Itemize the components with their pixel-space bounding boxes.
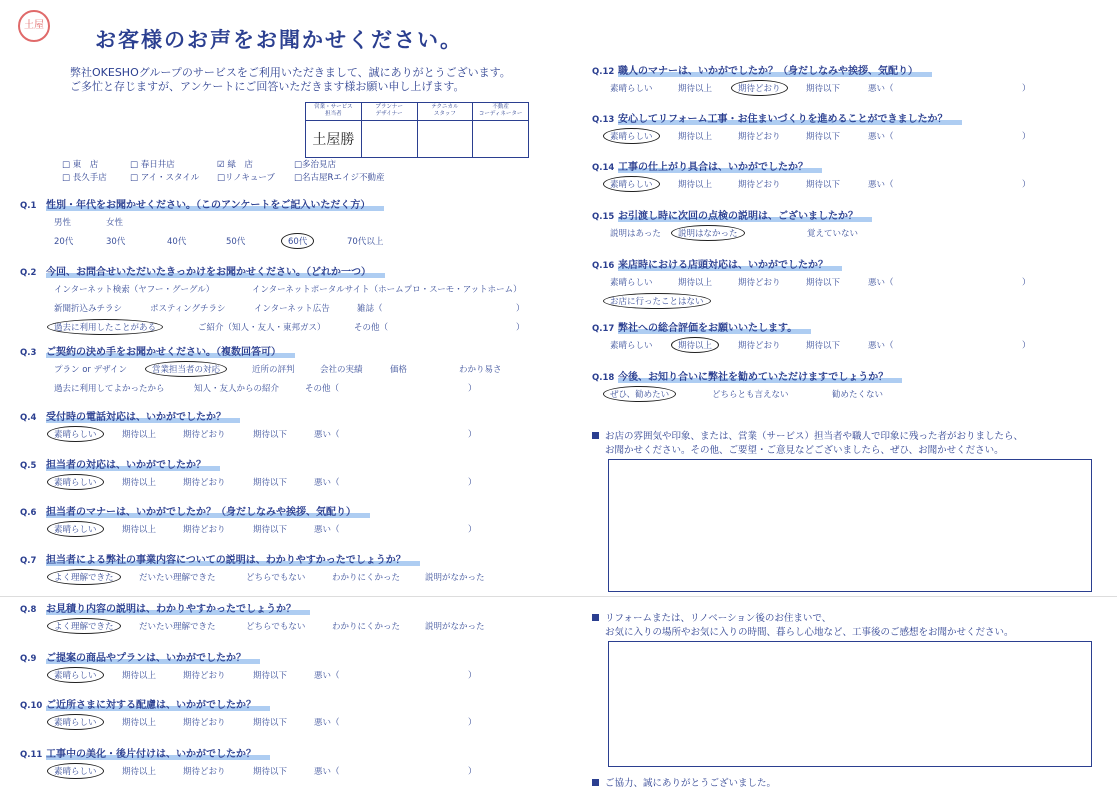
question-text: 性別・年代をお聞かせください。（このアンケートをご記入いただく方）	[46, 200, 384, 211]
answer-option[interactable]: 悪い（	[314, 718, 340, 728]
staff-value-field[interactable]: 土屋勝	[312, 132, 355, 148]
answer-option[interactable]: 素晴らしい	[47, 763, 104, 779]
question-number: Q.1	[20, 201, 37, 211]
answer-option[interactable]: 期待以上	[678, 180, 713, 190]
answer-option[interactable]: 期待どおり	[738, 278, 781, 288]
answer-option[interactable]: お店に行ったことはない	[603, 293, 711, 309]
answer-option[interactable]: 40代	[167, 237, 187, 247]
comment-2-prompt	[592, 612, 1014, 640]
answer-option[interactable]: 期待以下	[253, 525, 288, 535]
answer-option[interactable]: インターネットポータルサイト（ホームプロ・スーモ・アットホーム）	[252, 285, 522, 295]
answer-option[interactable]: 素晴らしい	[610, 341, 653, 351]
option-paren: ）	[1022, 278, 1031, 288]
right-question-7	[592, 368, 902, 383]
staff-table	[305, 102, 529, 158]
question-number: Q.13	[592, 115, 615, 125]
store-checkbox-nagakute[interactable]: □ 長久手店	[62, 173, 107, 183]
answer-option[interactable]: 知人・友人からの紹介	[194, 384, 280, 394]
answer-option[interactable]: 説明がなかった	[425, 622, 485, 632]
answer-option[interactable]: 悪い（	[314, 478, 340, 488]
answer-option[interactable]: その他（	[354, 323, 389, 333]
intro-line-1: 弊社OKESHOグループのサービスをご利用いただきまして、誠にありがとうございます。	[70, 66, 511, 79]
right-question-3	[592, 158, 822, 173]
right-question-1	[592, 62, 932, 77]
question-text: 受付時の電話対応は、いかがでしたか？	[46, 412, 240, 423]
right-question-5	[592, 256, 842, 271]
store-checkbox-nagoya-r-age[interactable]: □名古屋Rエイジ不動産	[294, 173, 385, 183]
staff-header: 不動産 コーディネーター	[473, 103, 528, 121]
option-paren: ）	[1022, 341, 1031, 351]
answer-option[interactable]: 期待以下	[806, 84, 841, 94]
answer-option[interactable]: 60代	[281, 233, 314, 249]
seal-text: 土屋	[24, 20, 44, 31]
question-number: Q.11	[20, 750, 43, 760]
question-text: ご提案の商品やプランは、いかがでしたか？	[46, 653, 260, 664]
question-text: 担当者による弊社の事業内容についての説明は、わかりやすかったでしょうか？	[46, 555, 420, 566]
answer-option[interactable]: 70代以上	[347, 237, 384, 247]
store-checkbox-renocube[interactable]: □リノキューブ	[217, 173, 275, 183]
right-question-2	[592, 110, 962, 125]
answer-option[interactable]: 期待以下	[253, 478, 288, 488]
answer-option[interactable]: どちらでもない	[246, 573, 306, 583]
left-question-2	[20, 263, 385, 278]
answer-option[interactable]: どちらとも言えない	[712, 390, 789, 400]
answer-option[interactable]: 素晴らしい	[603, 128, 660, 144]
question-number: Q.9	[20, 654, 37, 664]
answer-option[interactable]: 女性	[106, 218, 124, 228]
answer-option[interactable]: 期待どおり	[731, 80, 788, 96]
answer-option[interactable]: 素晴らしい	[47, 714, 104, 730]
answer-option[interactable]: 悪い（	[868, 278, 894, 288]
answer-option[interactable]: だいたい理解できた	[139, 622, 216, 632]
left-question-8	[20, 600, 310, 615]
answer-option[interactable]: インターネット検索（ヤフー・グーグル）	[54, 285, 215, 295]
question-number: Q.6	[20, 508, 37, 518]
answer-option[interactable]: 期待以下	[253, 430, 288, 440]
answer-option[interactable]: よく理解できた	[47, 618, 121, 634]
staff-value-field[interactable]	[418, 121, 473, 157]
question-text: 安心してリフォーム工事・お住まいづくりを進めることができましたか？	[618, 114, 962, 125]
question-number: Q.10	[20, 701, 43, 711]
answer-option[interactable]: わかり易さ	[459, 365, 502, 375]
left-question-7	[20, 551, 420, 566]
left-question-3	[20, 343, 295, 358]
answer-option[interactable]: 説明はあった	[610, 229, 661, 239]
answer-option[interactable]: インターネット広告	[254, 304, 330, 314]
answer-option[interactable]: ご紹介（知人・友人・東邦ガス）	[198, 323, 326, 333]
answer-option[interactable]: 期待以下	[806, 278, 841, 288]
answer-option[interactable]: だいたい理解できた	[139, 573, 216, 583]
answer-option[interactable]: 期待以下	[806, 341, 841, 351]
answer-option[interactable]: 期待どおり	[183, 525, 226, 535]
option-paren: ）	[516, 323, 525, 333]
option-paren: ）	[468, 767, 477, 777]
answer-option[interactable]: 勧めたくない	[832, 390, 884, 400]
answer-option[interactable]: 悪い（	[314, 525, 340, 535]
page-title: お客様のお声をお聞かせください。	[95, 28, 463, 52]
staff-cell-realestate	[473, 103, 528, 157]
answer-option[interactable]: 素晴らしい	[47, 426, 104, 442]
answer-option[interactable]: 悪い（	[314, 767, 340, 777]
answer-option[interactable]: ポスティングチラシ	[150, 304, 226, 314]
answer-option[interactable]: 過去に利用してよかったから	[54, 384, 165, 394]
answer-option[interactable]: 期待以上	[678, 84, 713, 94]
left-question-1	[20, 196, 384, 211]
left-question-9	[20, 649, 260, 664]
answer-option[interactable]: 期待どおり	[183, 478, 226, 488]
store-checkbox-midori[interactable]: ☑ 緑 店	[217, 160, 253, 170]
answer-option[interactable]: 期待以下	[253, 767, 288, 777]
answer-option[interactable]: 期待以下	[253, 718, 288, 728]
seal-stamp	[18, 10, 50, 42]
footer-thanks	[592, 777, 776, 791]
answer-option[interactable]: 期待どおり	[183, 430, 226, 440]
answer-option[interactable]: 価格	[390, 365, 408, 375]
store-checkbox-kasugai[interactable]: □ 春日井店	[130, 160, 175, 170]
answer-option[interactable]: 過去に利用したことがある	[47, 319, 163, 335]
store-checkbox-higashi[interactable]: □ 東 店	[62, 160, 99, 170]
answer-option[interactable]: 期待以下	[806, 132, 841, 142]
comment-1-line-2: お聞かせください。その他、ご要望・ご意見などございましたら、ぜひ、お聞かせください。	[605, 445, 1004, 456]
store-checkbox-istyle[interactable]: □ アイ・スタイル	[130, 173, 200, 183]
question-text: お見積り内容の説明は、わかりやすかったでしょうか？	[46, 604, 310, 615]
intro-line-2: ご多忙と存じますが、アンケートにご回答いただきます様お願い申し上げます。	[70, 80, 465, 93]
option-paren: ）	[468, 718, 477, 728]
answer-option[interactable]: 30代	[106, 237, 126, 247]
comment-2-line-2: お気に入りの場所やお気に入りの時間、暮らし心地など、工事後のご感想をお聞かせください。	[605, 627, 1014, 638]
answer-option[interactable]: 期待どおり	[738, 180, 781, 190]
answer-option[interactable]: 期待どおり	[183, 718, 226, 728]
answer-option[interactable]: 期待どおり	[183, 767, 226, 777]
staff-cell-sales	[306, 103, 362, 157]
question-number: Q.7	[20, 556, 37, 566]
question-number: Q.17	[592, 324, 615, 334]
right-question-4	[592, 207, 872, 222]
question-text: 担当者の対応は、いかがでしたか？	[46, 460, 220, 471]
answer-option[interactable]: 期待以上	[122, 671, 157, 681]
question-text: ご契約の決め手をお聞かせください。（複数回答可）	[46, 347, 295, 358]
answer-option[interactable]: 素晴らしい	[610, 84, 653, 94]
answer-option[interactable]: 素晴らしい	[47, 521, 104, 537]
left-question-11	[20, 745, 270, 760]
answer-option[interactable]: 営業担当者の対応	[145, 361, 227, 377]
option-paren: ）	[1022, 132, 1031, 142]
comment-2-line-1: リフォームまたは、リノベーション後のお住まいで、	[605, 613, 832, 624]
answer-option[interactable]: 悪い（	[868, 180, 894, 190]
left-question-4	[20, 408, 240, 423]
left-question-6	[20, 503, 370, 518]
option-paren: ）	[1022, 84, 1031, 94]
question-text: 担当者のマナーは、いかがでしたか？（身だしなみや挨拶、気配り）	[46, 507, 370, 518]
answer-option[interactable]: わかりにくかった	[332, 573, 401, 583]
answer-option[interactable]: 期待以上	[671, 337, 719, 353]
question-number: Q.16	[592, 261, 615, 271]
comment-1-line-1: お店の雰囲気や印象、または、営業（サービス）担当者や職人で印象に残った者がおりましたら、	[605, 431, 1024, 442]
question-text: ご近所さまに対する配慮は、いかがでしたか？	[46, 700, 270, 711]
answer-option[interactable]: その他（	[305, 384, 340, 394]
answer-option[interactable]: 説明はなかった	[671, 225, 745, 241]
answer-option[interactable]: 期待どおり	[738, 132, 781, 142]
answer-option[interactable]: 期待以上	[122, 478, 157, 488]
answer-option[interactable]: 悪い（	[314, 430, 340, 440]
staff-header: プランナー デザイナー	[362, 103, 417, 121]
answer-option[interactable]: 期待以下	[806, 180, 841, 190]
staff-header: 営業・サービス 担当者	[306, 103, 361, 121]
option-paren: ）	[468, 478, 477, 488]
answer-option[interactable]: 期待以上	[122, 525, 157, 535]
answer-option[interactable]: 悪い（	[868, 84, 894, 94]
answer-option[interactable]: 会社の実績	[320, 365, 363, 375]
store-checkbox-tajimi[interactable]: □多治見店	[294, 160, 337, 170]
staff-header: テクニカル スタッフ	[418, 103, 473, 121]
answer-option[interactable]: 素晴らしい	[603, 176, 660, 192]
comment-1-box[interactable]	[608, 459, 1092, 592]
question-text: 今後、お知り合いに弊社を勧めていただけますでしょうか？	[618, 372, 902, 383]
answer-option[interactable]: 悪い（	[868, 132, 894, 142]
question-text: 弊社への総合評価をお願いいたします。	[618, 323, 811, 334]
fold-line	[0, 596, 1117, 597]
answer-option[interactable]: ぜひ、勧めたい	[603, 386, 676, 402]
answer-option[interactable]: 男性	[54, 218, 72, 228]
right-question-6	[592, 319, 811, 334]
question-number: Q.4	[20, 413, 37, 423]
question-text: 今回、お問合せいただいたきっかけをお聞かせください。（どれか一つ）	[46, 267, 385, 278]
answer-option[interactable]: 素晴らしい	[47, 667, 104, 683]
square-bullet-icon	[592, 432, 599, 439]
answer-option[interactable]: わかりにくかった	[332, 622, 401, 632]
question-number: Q.12	[592, 67, 615, 77]
question-text: 工事の仕上がり具合は、いかがでしたか？	[618, 162, 822, 173]
square-bullet-icon	[592, 779, 599, 786]
question-text: お引渡し時に次回の点検の説明は、ございましたか？	[618, 211, 872, 222]
option-paren: ）	[468, 430, 477, 440]
answer-option[interactable]: 期待以上	[678, 278, 713, 288]
question-text: 工事中の美化・後片付けは、いかがでしたか？	[46, 749, 270, 760]
option-paren: ）	[516, 304, 525, 314]
answer-option[interactable]: 素晴らしい	[610, 278, 653, 288]
option-paren: ）	[468, 525, 477, 535]
answer-option[interactable]: よく理解できた	[47, 569, 121, 585]
answer-option[interactable]: 20代	[54, 237, 74, 247]
staff-value-field[interactable]	[362, 121, 417, 157]
question-number: Q.18	[592, 373, 615, 383]
comment-1-prompt	[592, 430, 1023, 458]
answer-option[interactable]: 期待以上	[122, 718, 157, 728]
left-question-10	[20, 696, 270, 711]
answer-option[interactable]: 悪い（	[868, 341, 894, 351]
question-number: Q.3	[20, 348, 37, 358]
answer-option[interactable]: 期待以上	[678, 132, 713, 142]
answer-option[interactable]: 説明がなかった	[425, 573, 485, 583]
option-paren: ）	[1022, 180, 1031, 190]
question-number: Q.5	[20, 461, 37, 471]
answer-option[interactable]: 悪い（	[314, 671, 340, 681]
footer-thanks-text: ご協力、誠にありがとうございました。	[605, 778, 777, 789]
question-text: 職人のマナーは、いかがでしたか？（身だしなみや挨拶、気配り）	[618, 66, 932, 77]
option-paren: ）	[468, 671, 477, 681]
left-question-5	[20, 456, 220, 471]
answer-option[interactable]: 期待以上	[122, 430, 157, 440]
staff-value-field[interactable]	[473, 121, 528, 157]
answer-option[interactable]: 期待以上	[122, 767, 157, 777]
answer-option[interactable]: 素晴らしい	[47, 474, 104, 490]
question-number: Q.2	[20, 268, 37, 278]
staff-cell-technical	[418, 103, 474, 157]
answer-option[interactable]: 新聞折込みチラシ	[54, 304, 123, 314]
square-bullet-icon	[592, 614, 599, 621]
answer-option[interactable]: 近所の評判	[252, 365, 295, 375]
comment-2-box[interactable]	[608, 641, 1092, 767]
question-text: 来店時における店頭対応は、いかがでしたか？	[618, 260, 842, 271]
answer-option[interactable]: 雑誌（	[357, 304, 383, 314]
question-number: Q.15	[592, 212, 615, 222]
answer-option[interactable]: 期待以下	[253, 671, 288, 681]
answer-option[interactable]: プラン or デザイン	[54, 365, 128, 375]
option-paren: ）	[468, 384, 477, 394]
answer-option[interactable]: どちらでもない	[246, 622, 306, 632]
answer-option[interactable]: 覚えていない	[807, 229, 859, 239]
answer-option[interactable]: 50代	[226, 237, 246, 247]
question-number: Q.8	[20, 605, 37, 615]
question-number: Q.14	[592, 163, 615, 173]
staff-cell-planner	[362, 103, 418, 157]
answer-option[interactable]: 期待どおり	[738, 341, 781, 351]
answer-option[interactable]: 期待どおり	[183, 671, 226, 681]
